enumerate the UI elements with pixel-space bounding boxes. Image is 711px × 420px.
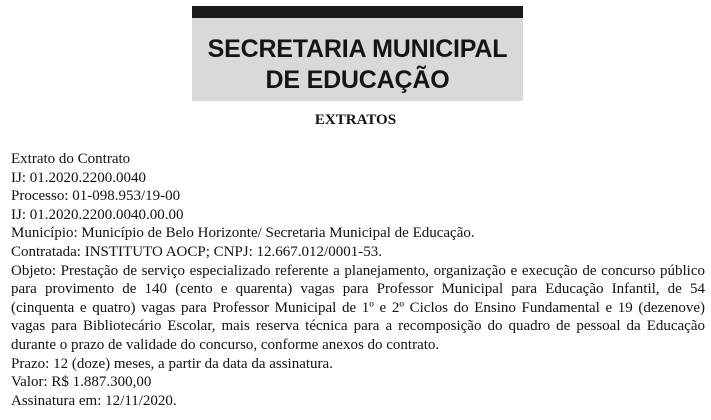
section-header-box — [192, 6, 523, 101]
ij-line-1: IJ: 01.2020.2200.0040 — [11, 169, 146, 186]
ij-line-2: IJ: 01.2020.2200.0040.00.00 — [11, 206, 184, 223]
prazo-line: Prazo: 12 (doze) meses, a partir da data da assinatura. — [11, 355, 333, 372]
header-title-line-2: DE EDUCAÇÃO — [265, 66, 450, 94]
header-title-line-1: SECRETARIA MUNICIPAL — [207, 35, 508, 63]
municipio-line: Município: Município de Belo Horizonte/ Secretaria Municipal de Educação. — [11, 225, 475, 242]
section-heading: EXTRATOS — [314, 112, 397, 128]
assinatura-line: Assinatura em: 12/11/2020. — [11, 392, 177, 409]
valor-line: Valor: R$ 1.887.300,00 — [11, 374, 152, 391]
header-top-bar — [192, 6, 523, 18]
extract-heading: Extrato do Contrato — [11, 151, 131, 167]
contract-extract — [11, 150, 705, 410]
header-title — [192, 34, 523, 96]
objeto-paragraph: Objeto: Prestação de serviço especializado referente a planejamento, organização e execução de concurso público para provimento de 140 (cento e quarenta) vagas para Professor Municipal para Educação Infantil, de 54 (cinquenta e quatro) vagas para Professor Municipal de 1º e 2º Ciclos do Ensino Fundamental e 19 (dezenove) vagas para Bibliotecário Escolar, mais reserva técnica para a recomposição do quadro de pessoal da Educação durante o prazo de validade do concurso, conforme anexos do contrato. — [11, 262, 705, 353]
processo-line: Processo: 01-098.953/19-00 — [11, 188, 181, 205]
contratada-line: Contratada: INSTITUTO AOCP; CNPJ: 12.667.012/0001-53. — [11, 243, 382, 260]
